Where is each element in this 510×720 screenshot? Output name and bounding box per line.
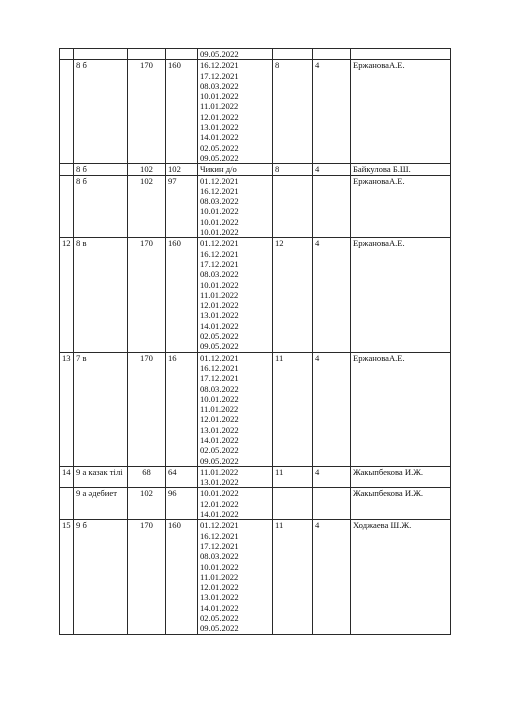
teacher-cell — [351, 49, 451, 60]
hours-actual-cell: 160 — [166, 60, 198, 164]
hours-actual-cell: 16 — [166, 352, 198, 466]
dates-cell — [198, 164, 273, 175]
hours-planned-cell: 170 — [128, 520, 166, 634]
date-entry: 14.01.2022 — [200, 509, 239, 520]
hours-actual-cell — [166, 49, 198, 60]
date-entry: 17.12.2021 — [200, 70, 239, 81]
count-cell: 8 — [273, 164, 313, 175]
count-cell — [273, 488, 313, 520]
schedule-table — [59, 48, 451, 635]
row-number-cell — [60, 164, 74, 175]
date-entry: 09.05.2022 — [200, 152, 239, 163]
row-number-cell: 14 — [60, 466, 74, 488]
class-cell: 8 б — [74, 164, 128, 175]
date-entry: 17.12.2021 — [200, 373, 239, 384]
date-entry: 11.01.2022 — [200, 466, 239, 477]
dates-cell — [198, 466, 273, 488]
table-body — [60, 49, 451, 635]
teacher-cell: Байкулова Б.Ш. — [351, 164, 451, 175]
grade-cell: 4 — [313, 352, 351, 466]
date-entry: 14.01.2022 — [200, 434, 239, 445]
date-entry: 16.12.2021 — [200, 248, 239, 259]
grade-cell: 4 — [313, 520, 351, 634]
class-cell: 9 б — [74, 520, 128, 634]
date-entry: 08.03.2022 — [200, 196, 239, 207]
teacher-cell: Жакыпбекова И.Ж. — [351, 466, 451, 488]
dates-cell — [198, 60, 273, 164]
date-entry: 12.01.2022 — [200, 582, 239, 593]
class-cell: 9 а казак тілі — [74, 466, 128, 488]
hours-planned-cell: 68 — [128, 466, 166, 488]
teacher-cell: ЕржановаА.Е. — [351, 60, 451, 164]
date-entry: 10.01.2022 — [200, 206, 239, 217]
date-entry: 11.01.2022 — [200, 101, 239, 112]
teacher-cell: ЕржановаА.Е. — [351, 238, 451, 352]
count-cell: 11 — [273, 466, 313, 488]
hours-planned-cell: 170 — [128, 238, 166, 352]
grade-cell — [313, 488, 351, 520]
row-number-cell — [60, 49, 74, 60]
teacher-cell: ЕржановаА.Е. — [351, 352, 451, 466]
count-cell: 12 — [273, 238, 313, 352]
hours-actual-cell: 97 — [166, 175, 198, 238]
count-cell — [273, 175, 313, 238]
table-row — [60, 164, 451, 175]
date-entry: 11.01.2022 — [200, 289, 239, 300]
hours-actual-cell: 160 — [166, 520, 198, 634]
date-entry: 09.05.2022 — [200, 455, 239, 466]
hours-planned-cell: 102 — [128, 175, 166, 238]
table-row — [60, 238, 451, 352]
count-cell: 11 — [273, 520, 313, 634]
dates-cell — [198, 488, 273, 520]
class-cell: 8 в — [74, 238, 128, 352]
date-entry: 16.12.2021 — [200, 60, 239, 71]
date-entry: 16.12.2021 — [200, 185, 239, 196]
date-entry: 08.03.2022 — [200, 80, 239, 91]
date-entry: 10.01.2022 — [200, 488, 239, 499]
table-row — [60, 60, 451, 164]
dates-cell — [198, 520, 273, 634]
date-entry: 17.12.2021 — [200, 540, 239, 551]
class-cell — [74, 49, 128, 60]
dates-cell — [198, 175, 273, 238]
count-cell: 8 — [273, 60, 313, 164]
teacher-cell: ЕржановаА.Е. — [351, 175, 451, 238]
date-entry: 10.01.2022 — [200, 561, 239, 572]
dates-cell — [198, 238, 273, 352]
class-cell: 9 а әдебиет — [74, 488, 128, 520]
date-entry: 01.12.2021 — [200, 238, 239, 249]
date-entry: 11.01.2022 — [200, 571, 239, 582]
dates-cell — [198, 49, 273, 60]
row-number-cell: 12 — [60, 238, 74, 352]
dates-cell — [198, 352, 273, 466]
table-row — [60, 488, 451, 520]
date-entry: 12.01.2022 — [200, 414, 239, 425]
hours-planned-cell: 170 — [128, 352, 166, 466]
table-row — [60, 352, 451, 466]
date-entry: 08.03.2022 — [200, 269, 239, 280]
date-entry: 10.01.2022 — [200, 91, 239, 102]
date-entry: 01.12.2021 — [200, 352, 239, 363]
row-number-cell — [60, 488, 74, 520]
date-entry: 02.05.2022 — [200, 445, 239, 456]
date-entry: 10.01.2022 — [200, 227, 239, 238]
date-entry: 14.01.2022 — [200, 132, 239, 143]
date-entry: 17.12.2021 — [200, 258, 239, 269]
date-entry: 08.03.2022 — [200, 383, 239, 394]
date-entry: 14.01.2022 — [200, 320, 239, 331]
date-entry: Чикин д/о — [200, 164, 237, 175]
hours-actual-cell: 102 — [166, 164, 198, 175]
date-entry: 13.01.2022 — [200, 592, 239, 603]
date-entry: 13.01.2022 — [200, 310, 239, 321]
date-entry: 02.05.2022 — [200, 142, 239, 153]
class-cell: 8 б — [74, 60, 128, 164]
row-number-cell — [60, 175, 74, 238]
hours-planned-cell — [128, 49, 166, 60]
row-number-cell: 15 — [60, 520, 74, 634]
grade-cell — [313, 175, 351, 238]
date-entry: 10.01.2022 — [200, 216, 239, 227]
hours-actual-cell: 96 — [166, 488, 198, 520]
date-entry: 12.01.2022 — [200, 300, 239, 311]
date-entry: 12.01.2022 — [200, 111, 239, 122]
hours-actual-cell: 64 — [166, 466, 198, 488]
grade-cell: 4 — [313, 60, 351, 164]
grade-cell: 4 — [313, 466, 351, 488]
class-cell: 8 б — [74, 175, 128, 238]
hours-actual-cell: 160 — [166, 238, 198, 352]
table-row — [60, 175, 451, 238]
date-entry: 08.03.2022 — [200, 551, 239, 562]
hours-planned-cell: 170 — [128, 60, 166, 164]
row-number-cell: 13 — [60, 352, 74, 466]
date-entry: 09.05.2022 — [200, 341, 239, 352]
grade-cell: 4 — [313, 164, 351, 175]
row-number-cell — [60, 60, 74, 164]
table-row — [60, 466, 451, 488]
hours-planned-cell: 102 — [128, 164, 166, 175]
date-entry: 10.01.2022 — [200, 279, 239, 290]
table-row — [60, 520, 451, 634]
teacher-cell: Жакыпбекова И.Ж. — [351, 488, 451, 520]
date-entry: 13.01.2022 — [200, 122, 239, 133]
date-entry: 11.01.2022 — [200, 404, 239, 415]
date-entry: 16.12.2021 — [200, 530, 239, 541]
grade-cell: 4 — [313, 238, 351, 352]
grade-cell — [313, 49, 351, 60]
date-entry: 16.12.2021 — [200, 362, 239, 373]
date-entry: 01.12.2021 — [200, 175, 239, 186]
date-entry: 14.01.2022 — [200, 602, 239, 613]
date-entry: 02.05.2022 — [200, 613, 239, 624]
hours-planned-cell: 102 — [128, 488, 166, 520]
date-entry: 09.05.2022 — [200, 623, 239, 634]
class-cell: 7 в — [74, 352, 128, 466]
teacher-cell: Ходжаева Ш.Ж. — [351, 520, 451, 634]
table-row — [60, 49, 451, 60]
date-entry: 02.05.2022 — [200, 331, 239, 342]
date-entry: 10.01.2022 — [200, 393, 239, 404]
date-entry: 13.01.2022 — [200, 424, 239, 435]
date-entry: 13.01.2022 — [200, 477, 239, 488]
date-entry: 01.12.2021 — [200, 520, 239, 531]
count-cell — [273, 49, 313, 60]
date-entry: 09.05.2022 — [200, 49, 239, 59]
date-entry: 12.01.2022 — [200, 498, 239, 509]
count-cell: 11 — [273, 352, 313, 466]
